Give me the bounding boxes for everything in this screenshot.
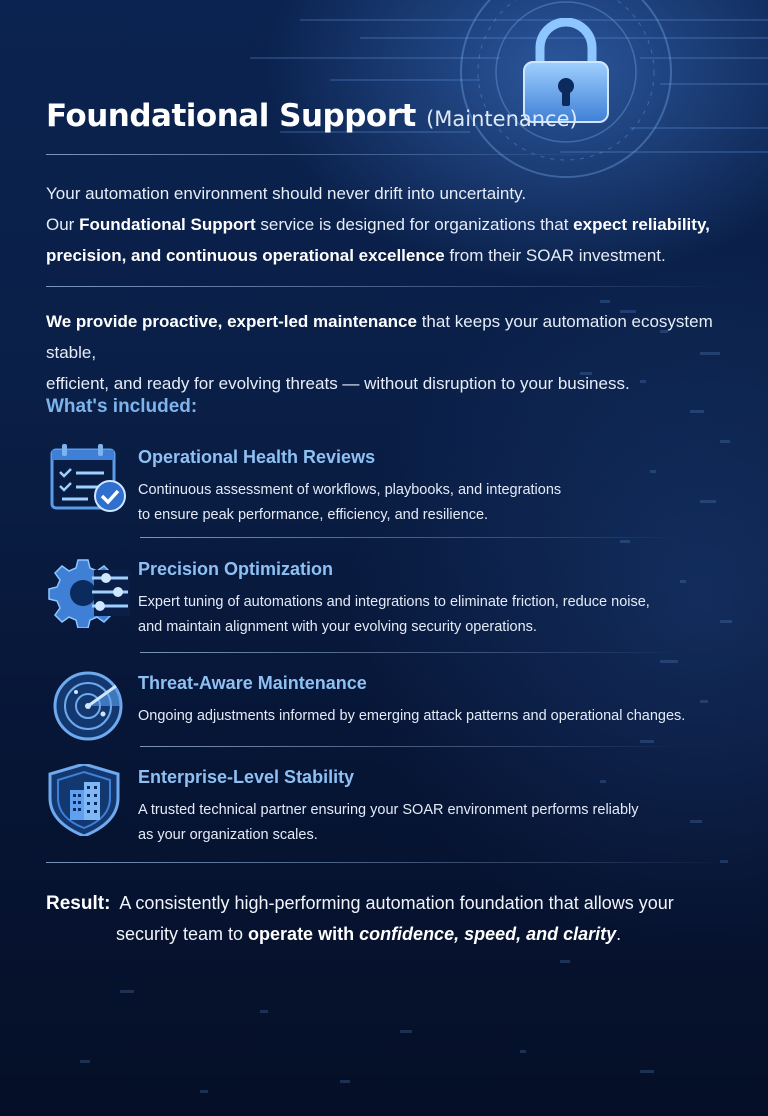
feature-title: Operational Health Reviews <box>138 447 376 467</box>
divider <box>46 154 606 155</box>
shield-building-icon <box>48 764 130 836</box>
radar-icon <box>48 670 130 742</box>
result-label: Result: <box>46 893 111 914</box>
divider <box>140 652 680 653</box>
divider <box>46 286 726 287</box>
feature-title: Enterprise-Level Stability <box>138 767 355 787</box>
feature-description: Ongoing adjustments informed by emerging attack patterns and operational changes. <box>138 708 686 724</box>
feature-description: A trusted technical partner ensuring your SOAR environment performs reliably as your organization scales. <box>138 802 639 843</box>
feature-description: Expert tuning of automations and integrations to eliminate friction, reduce noise, and maintain alignment with your evolving security operations. <box>138 594 650 635</box>
feature-title: Threat-Aware Maintenance <box>138 673 367 693</box>
divider <box>140 537 680 538</box>
feature-title: Precision Optimization <box>138 559 334 579</box>
checklist-icon <box>48 444 130 516</box>
page-subtitle: (Maintenance) <box>426 107 578 131</box>
result-statement: Result: A consistently high-performing automation foundation that allows your security team to operate with confidence, speed, and clarity. <box>46 893 674 944</box>
feature-description: Continuous assessment of workflows, playbooks, and integrations to ensure peak performance, efficiency, and resilience. <box>138 482 562 523</box>
gear-sliders-icon <box>48 556 130 628</box>
intro-paragraph: Your automation environment should never drift into uncertainty. Our Foundational Support service is designed for organizations that expect reliability, precision, and continuous operational excellence from their SOAR investment. <box>46 184 710 265</box>
divider <box>46 862 726 863</box>
service-paragraph: We provide proactive, expert-led maintenance that keeps your automation ecosystem stable, efficient, and ready for evolving threats — without disruption to your business. <box>46 312 713 393</box>
section-label: What's included: <box>46 396 198 417</box>
page-title: Foundational Support (Maintenance) <box>46 98 578 134</box>
divider <box>140 746 680 747</box>
